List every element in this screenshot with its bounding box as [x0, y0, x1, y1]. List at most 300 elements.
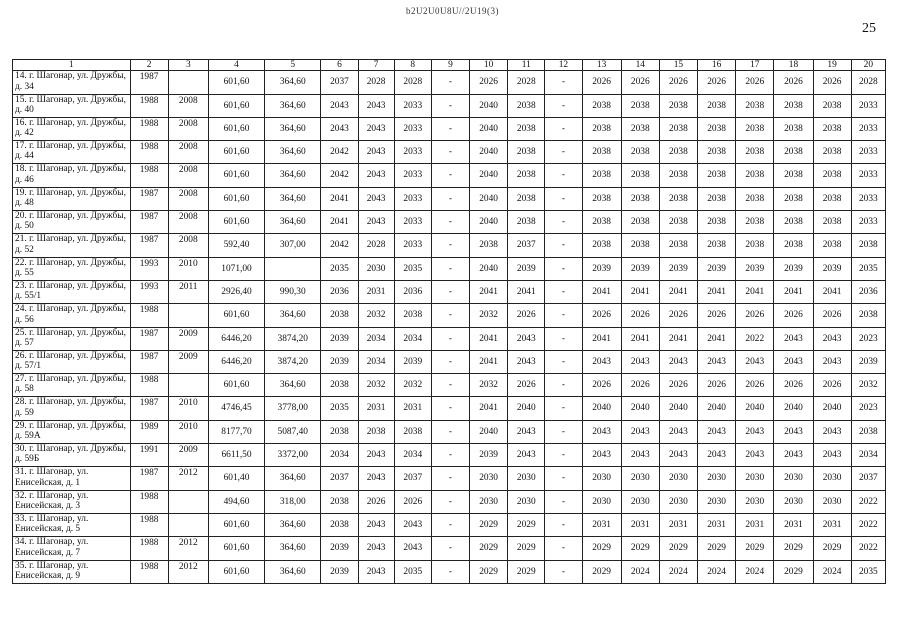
- table-cell: 1987: [130, 211, 168, 234]
- table-cell: 2038: [851, 304, 885, 327]
- table-row: [13, 71, 886, 94]
- table-cell: 2038: [621, 211, 659, 234]
- table-cell: 2039: [621, 257, 659, 280]
- table-cell: -: [431, 350, 469, 373]
- table-cell: 2038: [736, 187, 774, 210]
- table-cell: -: [545, 537, 582, 560]
- table-cell: 2026: [659, 71, 697, 94]
- table-cell: 2043: [321, 117, 358, 140]
- table-cell: 3372,00: [265, 444, 321, 467]
- table-cell: 2026: [659, 374, 697, 397]
- table-cell: 601,60: [208, 94, 264, 117]
- table-cell: 601,60: [208, 374, 264, 397]
- address-cell: 24. г. Шагонар, ул. Дружбы, д. 56: [13, 304, 131, 327]
- table-cell: 2043: [621, 444, 659, 467]
- table-cell: 2029: [698, 537, 736, 560]
- table-cell: 364,60: [265, 467, 321, 490]
- table-cell: 2043: [358, 117, 394, 140]
- table-cell: 1988: [130, 304, 168, 327]
- table-cell: 2022: [851, 537, 885, 560]
- table-cell: 2039: [659, 257, 697, 280]
- table-cell: 2026: [621, 374, 659, 397]
- table-cell: 6611,50: [208, 444, 264, 467]
- table-cell: 2043: [774, 420, 813, 443]
- table-row: [13, 164, 886, 187]
- table-cell: 1987: [130, 187, 168, 210]
- table-cell: 2043: [358, 187, 394, 210]
- address-cell: 32. г. Шагонар, ул. Енисейская, д. 3: [13, 490, 131, 513]
- table-cell: 2030: [813, 490, 851, 513]
- table-cell: 2008: [168, 187, 208, 210]
- column-header: 9: [431, 60, 469, 71]
- table-cell: 2040: [813, 397, 851, 420]
- table-cell: 1988: [130, 374, 168, 397]
- table-cell: 2038: [582, 117, 621, 140]
- table-cell: 601,60: [208, 141, 264, 164]
- table-cell: -: [545, 94, 582, 117]
- table-cell: -: [545, 467, 582, 490]
- table-cell: 364,60: [265, 513, 321, 536]
- column-header: 17: [736, 60, 774, 71]
- table-cell: 2038: [659, 141, 697, 164]
- table-cell: 2026: [508, 374, 545, 397]
- address-cell: 22. г. Шагонар, ул. Дружбы, д. 55: [13, 257, 131, 280]
- table-cell: -: [545, 513, 582, 536]
- table-cell: 2032: [358, 304, 394, 327]
- table-cell: 2042: [321, 164, 358, 187]
- page-number: 25: [862, 21, 876, 36]
- table-cell: 2038: [774, 164, 813, 187]
- table-cell: 2033: [394, 94, 431, 117]
- table-row: [13, 304, 886, 327]
- table-cell: 2041: [582, 280, 621, 303]
- table-cell: 2038: [321, 374, 358, 397]
- table-cell: 2038: [813, 117, 851, 140]
- table-cell: 2039: [321, 350, 358, 373]
- table-cell: 2032: [470, 304, 508, 327]
- table-cell: 2028: [851, 71, 885, 94]
- table-cell: 2043: [774, 350, 813, 373]
- table-cell: 2012: [168, 537, 208, 560]
- table-cell: 2043: [508, 420, 545, 443]
- table-cell: 2038: [582, 187, 621, 210]
- table-cell: 2038: [582, 141, 621, 164]
- table-cell: 2040: [508, 397, 545, 420]
- address-cell: 23. г. Шагонар, ул. Дружбы, д. 55/1: [13, 280, 131, 303]
- table-cell: 364,60: [265, 537, 321, 560]
- address-cell: 34. г. Шагонар, ул. Енисейская, д. 7: [13, 537, 131, 560]
- table-cell: -: [431, 444, 469, 467]
- table-cell: 2038: [774, 117, 813, 140]
- table-cell: 2012: [168, 560, 208, 583]
- table-cell: 2038: [736, 234, 774, 257]
- table-cell: 2035: [394, 560, 431, 583]
- table-cell: 2026: [736, 71, 774, 94]
- table-cell: 2026: [774, 304, 813, 327]
- table-cell: 2030: [508, 490, 545, 513]
- table-cell: 2033: [851, 141, 885, 164]
- address-cell: 15. г. Шагонар, ул. Дружбы, д. 40: [13, 94, 131, 117]
- table-cell: [168, 490, 208, 513]
- table-row: [13, 560, 886, 583]
- table-row: [13, 513, 886, 536]
- address-cell: 19. г. Шагонар, ул. Дружбы, д. 48: [13, 187, 131, 210]
- column-header: 3: [168, 60, 208, 71]
- table-cell: 2042: [321, 234, 358, 257]
- table-cell: 364,60: [265, 117, 321, 140]
- table-cell: 1987: [130, 327, 168, 350]
- table-cell: 2038: [698, 141, 736, 164]
- table-cell: 2029: [508, 537, 545, 560]
- table-cell: 2038: [813, 234, 851, 257]
- table-cell: 2026: [698, 304, 736, 327]
- table-cell: 2030: [736, 490, 774, 513]
- address-cell: 14. г. Шагонар, ул. Дружбы, д. 34: [13, 71, 131, 94]
- table-cell: 2038: [659, 187, 697, 210]
- table-cell: 2033: [851, 187, 885, 210]
- table-cell: 2031: [659, 513, 697, 536]
- table-cell: 2039: [851, 350, 885, 373]
- table-cell: 2038: [508, 164, 545, 187]
- table-cell: 2038: [321, 513, 358, 536]
- table-cell: -: [545, 444, 582, 467]
- column-header: 7: [358, 60, 394, 71]
- table-cell: 2041: [470, 350, 508, 373]
- table-cell: 364,60: [265, 304, 321, 327]
- table-cell: 601,60: [208, 187, 264, 210]
- table-cell: 2043: [813, 444, 851, 467]
- table-cell: 2030: [698, 467, 736, 490]
- table-cell: 2038: [698, 164, 736, 187]
- table-cell: 2034: [394, 327, 431, 350]
- table-cell: 2038: [736, 164, 774, 187]
- table-cell: 2038: [813, 94, 851, 117]
- table-cell: 2024: [813, 560, 851, 583]
- table-cell: 2038: [321, 304, 358, 327]
- table-cell: 2029: [508, 560, 545, 583]
- table-cell: 2038: [813, 141, 851, 164]
- column-number-row: [13, 60, 886, 71]
- table-cell: 2029: [813, 537, 851, 560]
- table-cell: 601,60: [208, 304, 264, 327]
- table-cell: 2029: [470, 537, 508, 560]
- table-cell: -: [431, 537, 469, 560]
- table-cell: 2043: [659, 420, 697, 443]
- table-cell: 2012: [168, 467, 208, 490]
- table-cell: -: [431, 280, 469, 303]
- table-cell: 2043: [358, 467, 394, 490]
- column-header: 8: [394, 60, 431, 71]
- table-cell: 2033: [394, 117, 431, 140]
- table-cell: 2008: [168, 141, 208, 164]
- table-cell: 2026: [508, 304, 545, 327]
- table-cell: 2038: [621, 141, 659, 164]
- table-cell: 2026: [621, 71, 659, 94]
- table-cell: 601,60: [208, 117, 264, 140]
- table-cell: 2041: [659, 280, 697, 303]
- table-cell: 2034: [358, 350, 394, 373]
- column-header: 5: [265, 60, 321, 71]
- table-cell: 2028: [394, 71, 431, 94]
- table-cell: 2040: [470, 141, 508, 164]
- table-cell: 2041: [698, 327, 736, 350]
- address-cell: 28. г. Шагонар, ул. Дружбы, д. 59: [13, 397, 131, 420]
- table-cell: 2043: [321, 94, 358, 117]
- table-cell: 2038: [698, 234, 736, 257]
- table-cell: 3778,00: [265, 397, 321, 420]
- table-cell: -: [545, 397, 582, 420]
- column-header: 11: [508, 60, 545, 71]
- table-cell: 2038: [698, 117, 736, 140]
- table-cell: 1987: [130, 350, 168, 373]
- table-cell: 6446,20: [208, 327, 264, 350]
- table-cell: 2032: [358, 374, 394, 397]
- table-cell: 2038: [394, 420, 431, 443]
- table-cell: -: [545, 490, 582, 513]
- table-cell: 2041: [582, 327, 621, 350]
- table-cell: 6446,20: [208, 350, 264, 373]
- table-cell: 2038: [659, 94, 697, 117]
- table-cell: 2039: [698, 257, 736, 280]
- table-cell: 2040: [470, 94, 508, 117]
- address-cell: 29. г. Шагонар, ул. Дружбы, д. 59А: [13, 420, 131, 443]
- table-cell: 494,60: [208, 490, 264, 513]
- table-cell: 2026: [736, 374, 774, 397]
- table-cell: 2030: [774, 490, 813, 513]
- table-cell: [168, 304, 208, 327]
- table-cell: 2043: [774, 444, 813, 467]
- table-cell: 2030: [470, 490, 508, 513]
- table-cell: 2043: [394, 537, 431, 560]
- table-cell: 1988: [130, 513, 168, 536]
- table-cell: 2038: [582, 211, 621, 234]
- table-cell: 1988: [130, 94, 168, 117]
- table-cell: -: [545, 211, 582, 234]
- table-cell: 2040: [659, 397, 697, 420]
- table-row: [13, 280, 886, 303]
- table-cell: -: [431, 94, 469, 117]
- address-cell: 33. г. Шагонар, ул. Енисейская, д. 5: [13, 513, 131, 536]
- table-cell: 2035: [851, 257, 885, 280]
- table-cell: 2035: [321, 397, 358, 420]
- table-cell: 2043: [698, 420, 736, 443]
- table-cell: 2029: [774, 560, 813, 583]
- table-cell: 2026: [659, 304, 697, 327]
- table-cell: 2038: [736, 94, 774, 117]
- table-cell: 2026: [582, 71, 621, 94]
- table-cell: 2041: [321, 187, 358, 210]
- table-cell: 2022: [851, 490, 885, 513]
- table-cell: 2043: [736, 420, 774, 443]
- table-cell: 2029: [508, 513, 545, 536]
- table-cell: 2011: [168, 280, 208, 303]
- table-row: [13, 234, 886, 257]
- table-cell: 2038: [621, 187, 659, 210]
- table-cell: -: [431, 234, 469, 257]
- table-cell: 2033: [851, 117, 885, 140]
- table-cell: 2037: [851, 467, 885, 490]
- table-cell: 2034: [321, 444, 358, 467]
- table-cell: -: [431, 560, 469, 583]
- table-cell: 2008: [168, 234, 208, 257]
- address-cell: 31. г. Шагонар, ул. Енисейская, д. 1: [13, 467, 131, 490]
- table-cell: 2026: [470, 71, 508, 94]
- table-cell: 4746,45: [208, 397, 264, 420]
- column-header: 6: [321, 60, 358, 71]
- table-cell: 1988: [130, 117, 168, 140]
- table-cell: 2043: [736, 350, 774, 373]
- table-cell: 2043: [358, 560, 394, 583]
- table-cell: 2038: [582, 94, 621, 117]
- table-cell: 2031: [736, 513, 774, 536]
- table-cell: 2040: [698, 397, 736, 420]
- document-id: b2U2U0U8U//2U19(3): [406, 6, 499, 16]
- table-cell: 2008: [168, 164, 208, 187]
- table-cell: 2043: [508, 327, 545, 350]
- table-body: [13, 71, 886, 584]
- table-cell: -: [431, 141, 469, 164]
- table-cell: 2030: [621, 467, 659, 490]
- table-cell: 601,60: [208, 513, 264, 536]
- table-cell: 2040: [582, 397, 621, 420]
- table-cell: 2043: [698, 444, 736, 467]
- table-cell: 2043: [774, 327, 813, 350]
- table-cell: 2038: [621, 234, 659, 257]
- table-cell: 2033: [851, 164, 885, 187]
- column-header: 10: [470, 60, 508, 71]
- table-cell: -: [545, 71, 582, 94]
- table-cell: 1991: [130, 444, 168, 467]
- table-cell: -: [545, 350, 582, 373]
- table-cell: 2038: [851, 234, 885, 257]
- table-cell: 2038: [774, 94, 813, 117]
- table-cell: 2008: [168, 94, 208, 117]
- table-cell: 2032: [394, 374, 431, 397]
- table-cell: 2038: [698, 94, 736, 117]
- table-cell: 2038: [321, 490, 358, 513]
- table-cell: 2036: [394, 280, 431, 303]
- table-cell: 2043: [358, 211, 394, 234]
- table-cell: 2039: [774, 257, 813, 280]
- table-cell: 2038: [736, 141, 774, 164]
- table-cell: 2028: [508, 71, 545, 94]
- column-header: 15: [659, 60, 697, 71]
- table-cell: -: [431, 164, 469, 187]
- table-row: [13, 327, 886, 350]
- table-cell: 2040: [470, 117, 508, 140]
- address-cell: 20. г. Шагонар, ул. Дружбы, д. 50: [13, 211, 131, 234]
- table-cell: 2038: [358, 420, 394, 443]
- table-cell: 2040: [470, 420, 508, 443]
- table-cell: 2043: [621, 420, 659, 443]
- table-cell: 2043: [358, 537, 394, 560]
- table-cell: 364,60: [265, 94, 321, 117]
- table-cell: 2038: [621, 94, 659, 117]
- table-cell: 2043: [394, 513, 431, 536]
- table-cell: 2035: [321, 257, 358, 280]
- table-row: [13, 350, 886, 373]
- address-cell: 26. г. Шагонар, ул. Дружбы, д. 57/1: [13, 350, 131, 373]
- table-cell: 2038: [321, 420, 358, 443]
- table-cell: 2010: [168, 420, 208, 443]
- table-cell: 2030: [582, 467, 621, 490]
- table-cell: 2029: [582, 537, 621, 560]
- table-cell: 2043: [358, 513, 394, 536]
- table-cell: 2033: [394, 234, 431, 257]
- table-cell: 2038: [621, 164, 659, 187]
- table-cell: 2926,40: [208, 280, 264, 303]
- table-cell: -: [431, 304, 469, 327]
- table-cell: 2031: [394, 397, 431, 420]
- table-cell: -: [431, 397, 469, 420]
- table-cell: 2034: [394, 444, 431, 467]
- table-cell: 2041: [736, 280, 774, 303]
- table-cell: -: [545, 141, 582, 164]
- address-cell: 30. г. Шагонар, ул. Дружбы, д. 59Б: [13, 444, 131, 467]
- table-cell: 2043: [358, 94, 394, 117]
- table-cell: 2029: [621, 537, 659, 560]
- table-cell: 2043: [358, 141, 394, 164]
- table-row: [13, 211, 886, 234]
- table-cell: 2026: [813, 374, 851, 397]
- table-cell: 2038: [582, 234, 621, 257]
- table-cell: 2008: [168, 211, 208, 234]
- table-cell: 364,60: [265, 71, 321, 94]
- table-cell: 2038: [736, 117, 774, 140]
- table-cell: 1987: [130, 234, 168, 257]
- table-cell: [168, 513, 208, 536]
- table-cell: -: [545, 374, 582, 397]
- table-cell: 2043: [358, 164, 394, 187]
- table-cell: 1988: [130, 537, 168, 560]
- table-cell: 2009: [168, 350, 208, 373]
- table-cell: [168, 71, 208, 94]
- table-cell: 1988: [130, 141, 168, 164]
- table-cell: 1988: [130, 490, 168, 513]
- table-cell: -: [431, 420, 469, 443]
- table-cell: 2043: [659, 350, 697, 373]
- table-cell: 3874,20: [265, 350, 321, 373]
- table-cell: 601,60: [208, 560, 264, 583]
- table-cell: 2038: [698, 187, 736, 210]
- table-cell: 2034: [851, 444, 885, 467]
- address-cell: 18. г. Шагонар, ул. Дружбы, д. 46: [13, 164, 131, 187]
- table-cell: 2026: [774, 71, 813, 94]
- table-cell: 2010: [168, 257, 208, 280]
- table-cell: 2038: [470, 234, 508, 257]
- table-cell: 364,60: [265, 211, 321, 234]
- table-cell: 2030: [621, 490, 659, 513]
- table-cell: 318,00: [265, 490, 321, 513]
- table-cell: 2038: [659, 234, 697, 257]
- table-cell: 2032: [851, 374, 885, 397]
- table-cell: 2035: [394, 257, 431, 280]
- table-cell: 2026: [582, 374, 621, 397]
- table-cell: 2043: [582, 350, 621, 373]
- table-cell: 1993: [130, 280, 168, 303]
- table-cell: 2026: [813, 304, 851, 327]
- table-cell: 592,40: [208, 234, 264, 257]
- table-cell: 601,60: [208, 211, 264, 234]
- table-cell: -: [545, 304, 582, 327]
- table-cell: 2033: [394, 187, 431, 210]
- address-cell: 16. г. Шагонар, ул. Дружбы, д. 42: [13, 117, 131, 140]
- table-cell: 2029: [736, 537, 774, 560]
- table-cell: 2037: [321, 71, 358, 94]
- table-cell: 601,40: [208, 467, 264, 490]
- table-cell: 2031: [774, 513, 813, 536]
- table-cell: 2031: [621, 513, 659, 536]
